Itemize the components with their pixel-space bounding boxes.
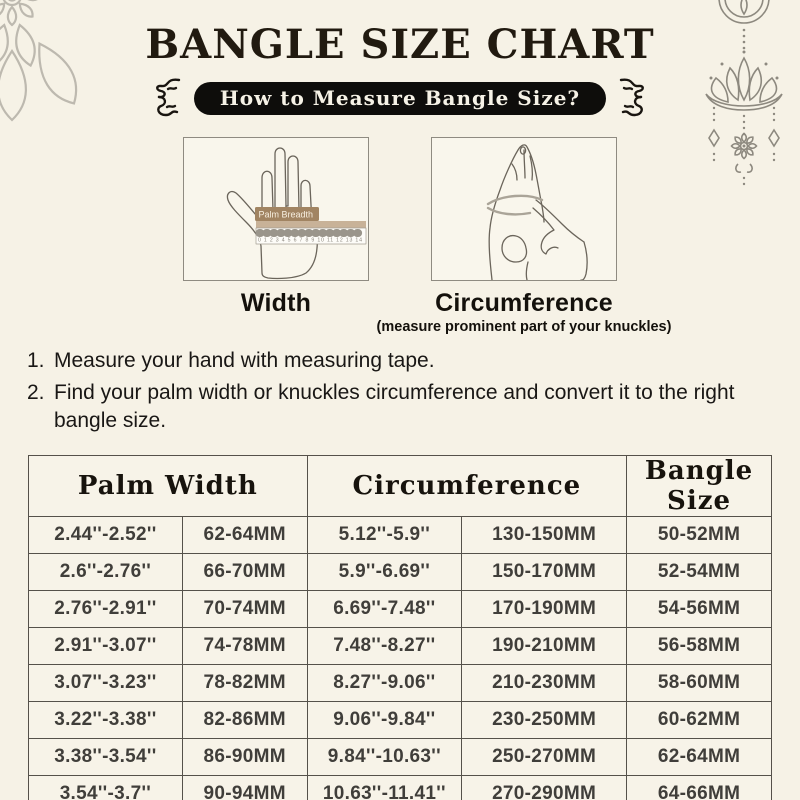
table-row xyxy=(29,553,772,590)
table-cell: 3.07''-3.23'' xyxy=(29,664,183,701)
mandala-icon xyxy=(0,0,142,126)
measure-figures xyxy=(0,137,800,335)
table-cell: 170-190MM xyxy=(462,590,627,627)
table-cell: 190-210MM xyxy=(462,627,627,664)
table-cell: 7.48''-8.27'' xyxy=(307,627,462,664)
table-cell: 250-270MM xyxy=(462,738,627,775)
table-cell: 9.84''-10.63'' xyxy=(307,738,462,775)
table-row xyxy=(29,701,772,738)
table-cell: 10.63''-11.41'' xyxy=(307,775,462,800)
table-cell: 130-150MM xyxy=(462,516,627,553)
table-cell: 66-70MM xyxy=(182,553,307,590)
table-cell: 86-90MM xyxy=(182,738,307,775)
table-cell: 3.54''-3.7'' xyxy=(29,775,183,800)
width-caption: Width xyxy=(240,289,312,317)
instructions xyxy=(27,347,776,434)
instruction-number: 2. xyxy=(27,381,45,405)
table-cell: 2.91''-3.07'' xyxy=(29,627,183,664)
table-cell: 62-64MM xyxy=(627,738,772,775)
table-row xyxy=(29,775,772,800)
table-row xyxy=(29,664,772,701)
table-cell: 5.9''-6.69'' xyxy=(307,553,462,590)
table-header-row xyxy=(29,455,772,516)
ruler-label: Palm Breadth xyxy=(258,209,314,220)
table-cell: 52-54MM xyxy=(627,553,772,590)
flourish-right-icon xyxy=(617,77,647,119)
circumference-figure xyxy=(376,137,672,335)
table-row xyxy=(29,738,772,775)
width-figure xyxy=(183,137,369,335)
header-palm-width: Palm Width xyxy=(29,455,308,516)
circumference-figure-box xyxy=(431,137,617,281)
hand-circumference-illustration xyxy=(432,138,616,280)
instruction-item-1 xyxy=(27,347,776,374)
circumference-note: (measure prominent part of your knuckles) xyxy=(376,319,672,335)
table-cell: 70-74MM xyxy=(182,590,307,627)
table-row xyxy=(29,590,772,627)
table-cell: 150-170MM xyxy=(462,553,627,590)
table-cell: 2.6''-2.76'' xyxy=(29,553,183,590)
page-title: BANGLE SIZE CHART xyxy=(145,21,655,68)
table-cell: 3.38''-3.54'' xyxy=(29,738,183,775)
size-table xyxy=(28,455,772,800)
lotus-hanging-ornament-icon xyxy=(688,0,798,188)
instruction-text: Find your palm width or knuckles circumference and convert it to the right bangle size. xyxy=(54,381,735,432)
table-row xyxy=(29,627,772,664)
table-cell: 58-60MM xyxy=(627,664,772,701)
table-cell: 50-52MM xyxy=(627,516,772,553)
table-cell: 230-250MM xyxy=(462,701,627,738)
instruction-item-2 xyxy=(27,379,776,434)
table-cell: 60-62MM xyxy=(627,701,772,738)
header-circumference: Circumference xyxy=(307,455,626,516)
width-figure-box xyxy=(183,137,369,281)
table-cell: 6.69''-7.48'' xyxy=(307,590,462,627)
header-bangle-size: Bangle Size xyxy=(627,455,772,516)
table-cell: 62-64MM xyxy=(182,516,307,553)
table-cell: 3.22''-3.38'' xyxy=(29,701,183,738)
table-cell: 56-58MM xyxy=(627,627,772,664)
table-cell: 5.12''-5.9'' xyxy=(307,516,462,553)
table-cell: 64-66MM xyxy=(627,775,772,800)
table-cell: 74-78MM xyxy=(182,627,307,664)
table-cell: 82-86MM xyxy=(182,701,307,738)
banner-pill: How to Measure Bangle Size? xyxy=(194,82,606,115)
flourish-left-icon xyxy=(153,77,183,119)
ruler-numbers: 0 1 2 3 4 5 6 7 8 9 10 11 12 13 14 xyxy=(258,237,362,244)
instruction-number: 1. xyxy=(27,349,45,372)
table-cell: 2.44''-2.52'' xyxy=(29,516,183,553)
size-table-body xyxy=(29,516,772,800)
table-cell: 90-94MM xyxy=(182,775,307,800)
table-cell: 9.06''-9.84'' xyxy=(307,701,462,738)
circumference-caption: Circumference xyxy=(435,289,613,317)
table-cell: 270-290MM xyxy=(462,775,627,800)
table-cell: 54-56MM xyxy=(627,590,772,627)
table-row xyxy=(29,516,772,553)
table-cell: 2.76''-2.91'' xyxy=(29,590,183,627)
table-cell: 78-82MM xyxy=(182,664,307,701)
table-cell: 8.27''-9.06'' xyxy=(307,664,462,701)
instruction-text: Measure your hand with measuring tape. xyxy=(54,349,435,372)
table-cell: 210-230MM xyxy=(462,664,627,701)
hand-with-ruler-illustration xyxy=(184,138,368,280)
